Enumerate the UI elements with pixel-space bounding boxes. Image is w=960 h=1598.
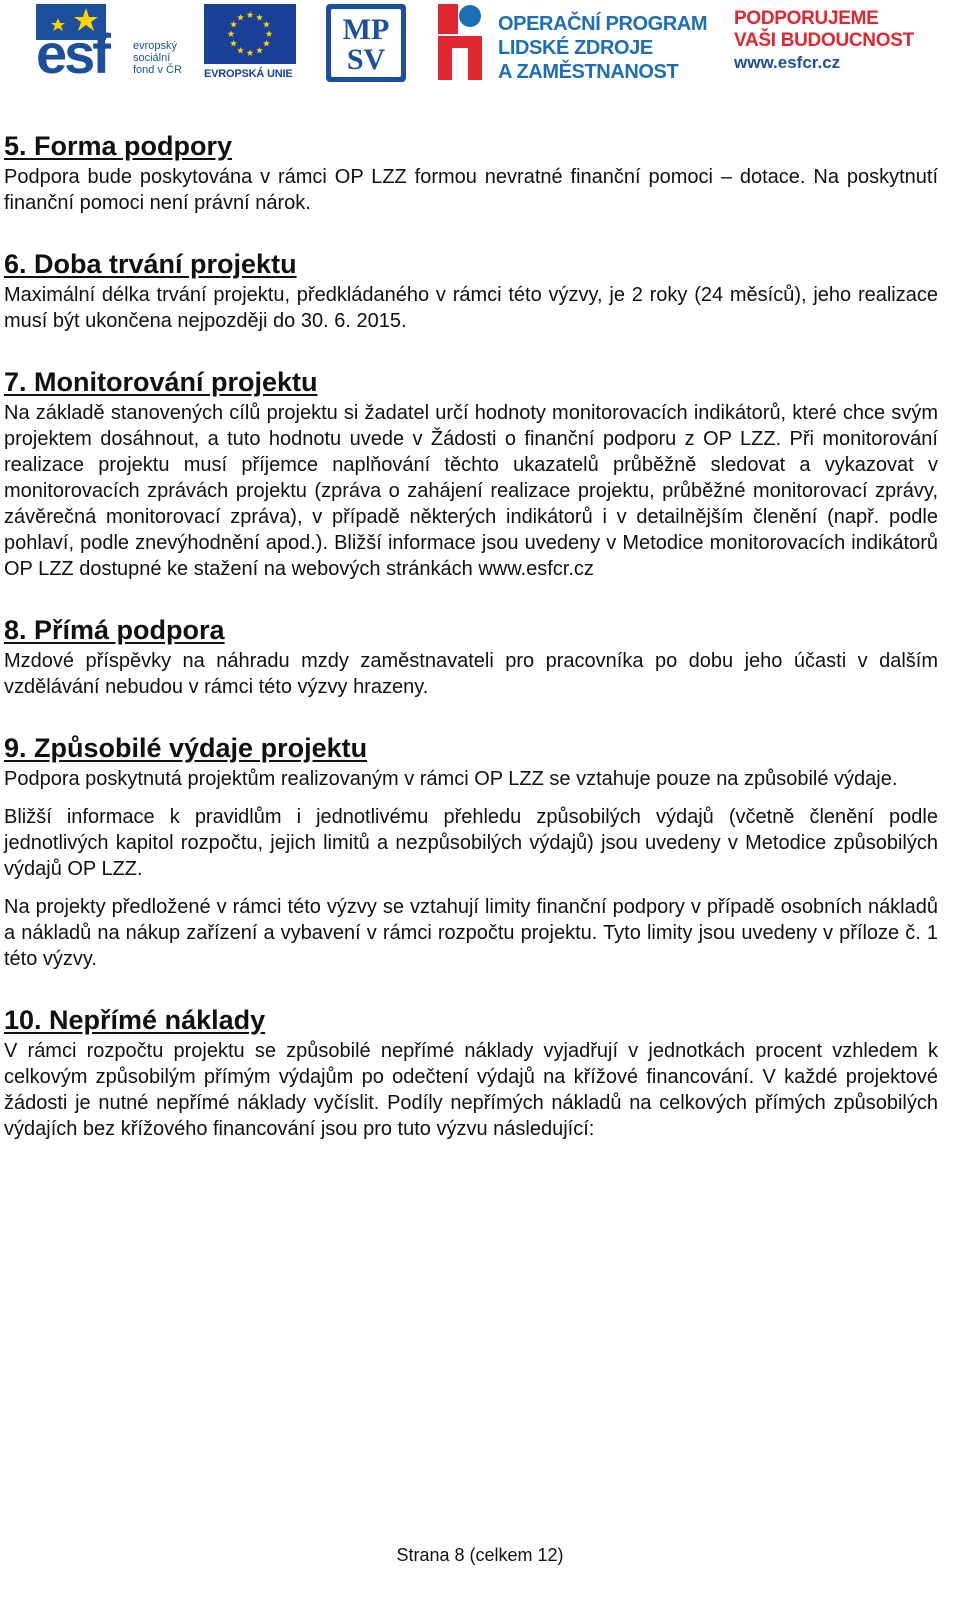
support-url: www.esfcr.cz [734, 53, 841, 72]
section-heading: 6. Doba trvání projektu [4, 249, 297, 279]
section-zpusobile-vydaje [4, 730, 938, 972]
op-lzz-title: OPERAČNÍ PROGRAM LIDSKÉ ZDROJE A ZAMĚSTNANOST [498, 13, 708, 83]
paragraph: Podpora bude poskytována v rámci OP LZZ formou nevratné finanční pomoci – dotace. Na poskytnutí finanční pomoci není právní nárok. [4, 166, 938, 214]
mpsv-logo [326, 4, 406, 82]
eu-star [266, 30, 273, 37]
section-heading: 9. Způsobilé výdaje projektu [4, 733, 368, 763]
paragraph: Na základě stanovených cílů projektu si žadatel určí hodnoty monitorovacích indikátorů, které chce svým projektem dosáhnout, a tuto hodnotu uvede v Žádosti o finanční podporu z OP LZZ. Při monitorování realizace projektu musí příjemce naplňování těchto ukazatelů průběžně sledovat a vykazovat v monitorovacích zprávách projektu (zpráva o zahájení realizace projektu, průběžné monitorovací zprávy, závěrečná monitorovací zpráva), v případě některých indikátorů i v detailnějším členění (např. podle pohlaví, podle znevýhodnění apod.). Bližší informace jsou uvedeny v Metodice monitorovacích indikátorů OP LZZ dostupné ke stažení na webových stránkách www.esfcr.cz [4, 402, 938, 580]
section-heading: 8. Přímá podpora [4, 615, 225, 645]
section-heading: 10. Nepřímé náklady [4, 1005, 266, 1035]
eu-star [256, 14, 263, 21]
section-monitorovani [4, 364, 938, 582]
eu-logo [204, 4, 296, 84]
eu-star [263, 40, 270, 47]
paragraph: Maximální délka trvání projektu, předkládaného v rámci této výzvy, je 2 roky (24 měsíců), jeho realizace musí být ukončena nejpozději do 30. 6. 2015. [4, 284, 938, 332]
eu-label: EVROPSKÁ UNIE [204, 68, 293, 80]
eu-flag-icon [204, 4, 296, 64]
esf-subtitle: evropský sociální fond v ČR [133, 40, 182, 76]
section-prima-podpora [4, 612, 938, 700]
document-body [4, 128, 938, 1172]
support-slogan-text: PODPORUJEME VAŠI BUDOUCNOST [734, 8, 914, 51]
eu-star [228, 30, 235, 37]
op-lzz-logo [434, 4, 714, 84]
op-lzz-figure-icon [434, 4, 486, 82]
esf-logo [36, 4, 196, 84]
eu-star [247, 49, 254, 56]
logo-bar [0, 0, 960, 95]
paragraph: Bližší informace k pravidlům i jednotlivému přehledu způsobilých výdajů (včetně členění podle jednotlivých kapitol rozpočtu, jejich limitů a nezpůsobilých výdajů) jsou uvedeny v Metodice způsobilých výdajů OP LZZ. [4, 806, 938, 880]
paragraph: Podpora poskytnutá projektům realizovaným v rámci OP LZZ se vztahuje pouze na způsobilé výdaje. [4, 768, 898, 790]
section-doba-trvani [4, 246, 938, 334]
paragraph: Na projekty předložené v rámci této výzvy se vztahují limity finanční podpory v případě osobních nákladů a nákladů na nákup zařízení a vybavení v rámci rozpočtu projektu. Tyto limity jsou uvedeny v příloze č. 1 této výzvy. [4, 896, 938, 970]
support-slogan [734, 8, 934, 84]
page-number: Strana 8 (celkem 12) [396, 1545, 564, 1565]
eu-star [237, 47, 244, 54]
eu-star [237, 14, 244, 21]
paragraph: Mzdové příspěvky na náhradu mzdy zaměstnavateli pro pracovníka po dobu jeho účasti v dalším vzdělávání nebudou v rámci této výzvy hrazeny. [4, 650, 938, 698]
section-neprime-naklady [4, 1002, 938, 1142]
eu-star [263, 21, 270, 28]
eu-star [230, 40, 237, 47]
mpsv-wordmark: MP SV [342, 13, 390, 76]
esf-wordmark: esf [36, 22, 108, 85]
eu-star [256, 47, 263, 54]
section-forma-podpory [4, 128, 938, 216]
paragraph: V rámci rozpočtu projektu se způsobilé nepřímé náklady vyjadřují v jednotkách procent vzhledem k celkovým způsobilým přímým výdajům po odečtení výdajů na křížové financování. V každé projektové žádosti je nutné nepřímé náklady vyčíslit. Podíly nepřímých nákladů na celkových přímých způsobilých výdajích bez křížového financování jsou pro tuto výzvu následující: [4, 1040, 938, 1140]
section-heading: 7. Monitorování projektu [4, 367, 318, 397]
eu-star [247, 11, 254, 18]
section-heading: 5. Forma podpory [4, 131, 233, 161]
eu-star [230, 21, 237, 28]
